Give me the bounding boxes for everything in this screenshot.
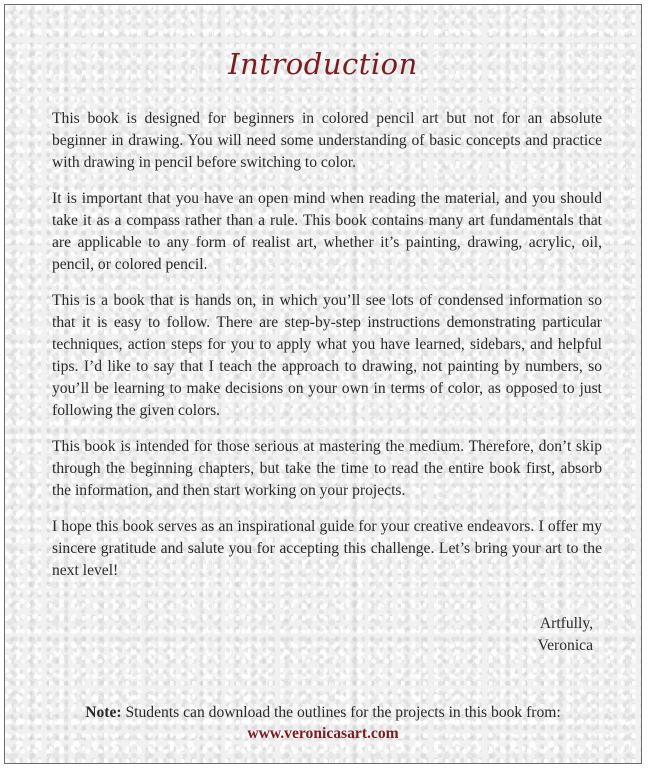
download-note: [5, 702, 641, 744]
paragraph-1: This book is designed for beginners in colored pencil art but not for an absolute beginner in drawing. You will need some understanding of basic concepts and practice with drawing in pencil before switching to color.: [52, 110, 602, 171]
website-link[interactable]: www.veronicasart.com: [247, 725, 399, 742]
paragraph-3: This is a book that is hands on, in which you’ll see lots of condensed information so that it is easy to follow. There are step-by-step instructions demonstrating particular techniques, action steps for you to apply what you have learned, sidebars, and helpful tips. I’d like to say that I teach the approach to drawing, not painting by numbers, so you’ll be learning to make decisions on your own in terms of color, as opposed to just following the given colors.: [52, 292, 602, 419]
page-title: Introduction: [228, 47, 418, 81]
note-label: Note:: [85, 704, 122, 721]
paragraph-4: This book is intended for those serious at mastering the medium. Therefore, don’t skip through the beginning chapters, but take the time to read the entire book first, absorb the information, and then start working on your projects.: [52, 438, 602, 499]
signoff-closing: Artfully,: [539, 615, 593, 632]
signoff-name: Veronica: [537, 637, 593, 654]
paragraph-5: I hope this book serves as an inspirational guide for your creative endeavors. I offer my sincere gratitude and salute you for accepting this challenge. Let’s bring your art to the next level!: [52, 518, 602, 579]
paragraph-2: It is important that you have an open mind when reading the material, and you should take it as a compass rather than a rule. This book contains many art fundamentals that are applicable to any form of realist art, whether it’s painting, drawing, acrylic, oil, pencil, or colored pencil.: [52, 190, 602, 273]
note-text: Students can download the outlines for the projects in this book from:: [125, 704, 561, 721]
page: [4, 4, 642, 764]
body-text: [52, 108, 602, 596]
signoff: [538, 613, 593, 657]
